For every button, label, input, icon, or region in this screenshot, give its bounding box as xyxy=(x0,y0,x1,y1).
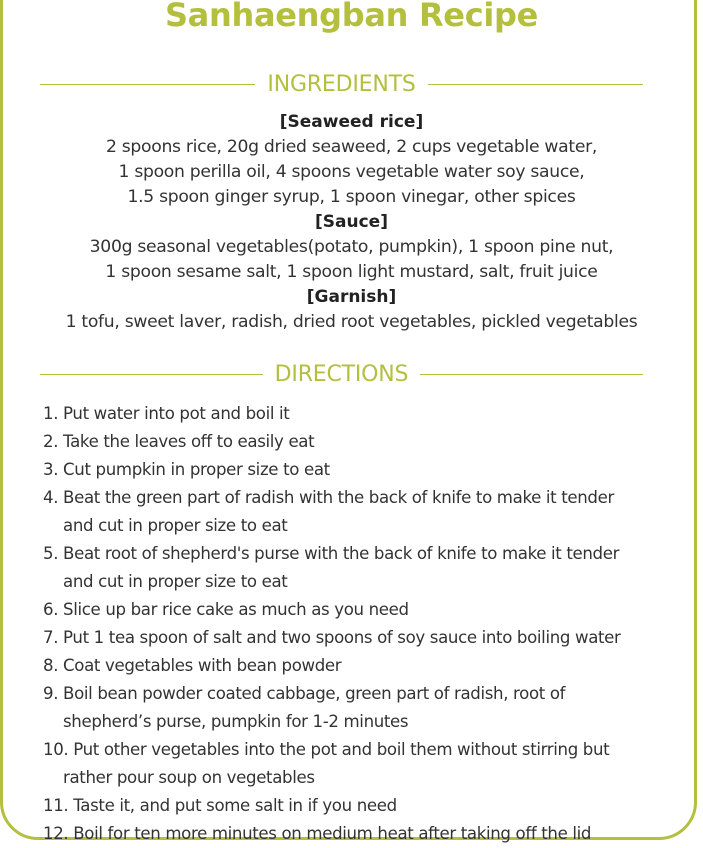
direction-step: 3. Cut pumpkin in proper size to eat xyxy=(43,460,330,479)
direction-step: 8. Coat vegetables with bean powder xyxy=(43,656,342,675)
direction-step: 4. Beat the green part of radish with the back of knife to make it tender xyxy=(43,488,614,507)
ingredients-header xyxy=(40,69,643,99)
ingredients-heading: INGREDIENTS xyxy=(267,71,416,97)
ingredient-group-title: [Sauce] xyxy=(315,212,388,232)
ingredient-line: 300g seasonal vegetables(potato, pumpkin), 1 spoon pine nut, xyxy=(89,237,614,257)
divider-line-right xyxy=(428,84,643,85)
directions-header xyxy=(40,359,643,389)
direction-step: 10. Put other vegetables into the pot and boil them without stirring but xyxy=(43,740,610,759)
direction-step: 11. Taste it, and put some salt in if you need xyxy=(43,796,397,815)
ingredient-group-title: [Seaweed rice] xyxy=(279,112,424,132)
page-title: Sanhaengban Recipe xyxy=(164,0,539,34)
direction-step-continuation: rather pour soup on vegetables xyxy=(63,768,315,787)
divider-line-right xyxy=(420,374,643,375)
direction-step: 2. Take the leaves off to easily eat xyxy=(43,432,315,451)
ingredient-group-title: [Garnish] xyxy=(306,287,397,307)
direction-step: 9. Boil bean powder coated cabbage, green part of radish, root of xyxy=(43,684,566,703)
directions-list xyxy=(43,400,683,848)
direction-step: 5. Beat root of shepherd's purse with the back of knife to make it tender xyxy=(43,544,620,563)
direction-step-continuation: and cut in proper size to eat xyxy=(63,572,288,591)
divider-line-left xyxy=(40,84,255,85)
directions-heading: DIRECTIONS xyxy=(274,361,409,387)
direction-step: 7. Put 1 tea spoon of salt and two spoons of soy sauce into boiling water xyxy=(43,628,621,647)
direction-step: 6. Slice up bar rice cake as much as you need xyxy=(43,600,409,619)
divider-line-left xyxy=(40,374,263,375)
ingredient-line: 1 spoon sesame salt, 1 spoon light mustard, salt, fruit juice xyxy=(105,262,598,282)
ingredient-line: 1 tofu, sweet laver, radish, dried root vegetables, pickled vegetables xyxy=(65,312,638,332)
direction-step: 12. Boil for ten more minutes on medium heat after taking off the lid xyxy=(43,824,592,843)
ingredient-line: 1.5 spoon ginger syrup, 1 spoon vinegar, other spices xyxy=(127,187,576,207)
ingredient-line: 2 spoons rice, 20g dried seaweed, 2 cups vegetable water, xyxy=(105,137,598,157)
direction-step-continuation: and cut in proper size to eat xyxy=(63,516,288,535)
ingredient-line: 1 spoon perilla oil, 4 spoons vegetable water soy sauce, xyxy=(118,162,585,182)
ingredients-list xyxy=(0,110,703,335)
direction-step-continuation: shepherd’s purse, pumpkin for 1-2 minutes xyxy=(63,712,409,731)
direction-step: 1. Put water into pot and boil it xyxy=(43,404,290,423)
